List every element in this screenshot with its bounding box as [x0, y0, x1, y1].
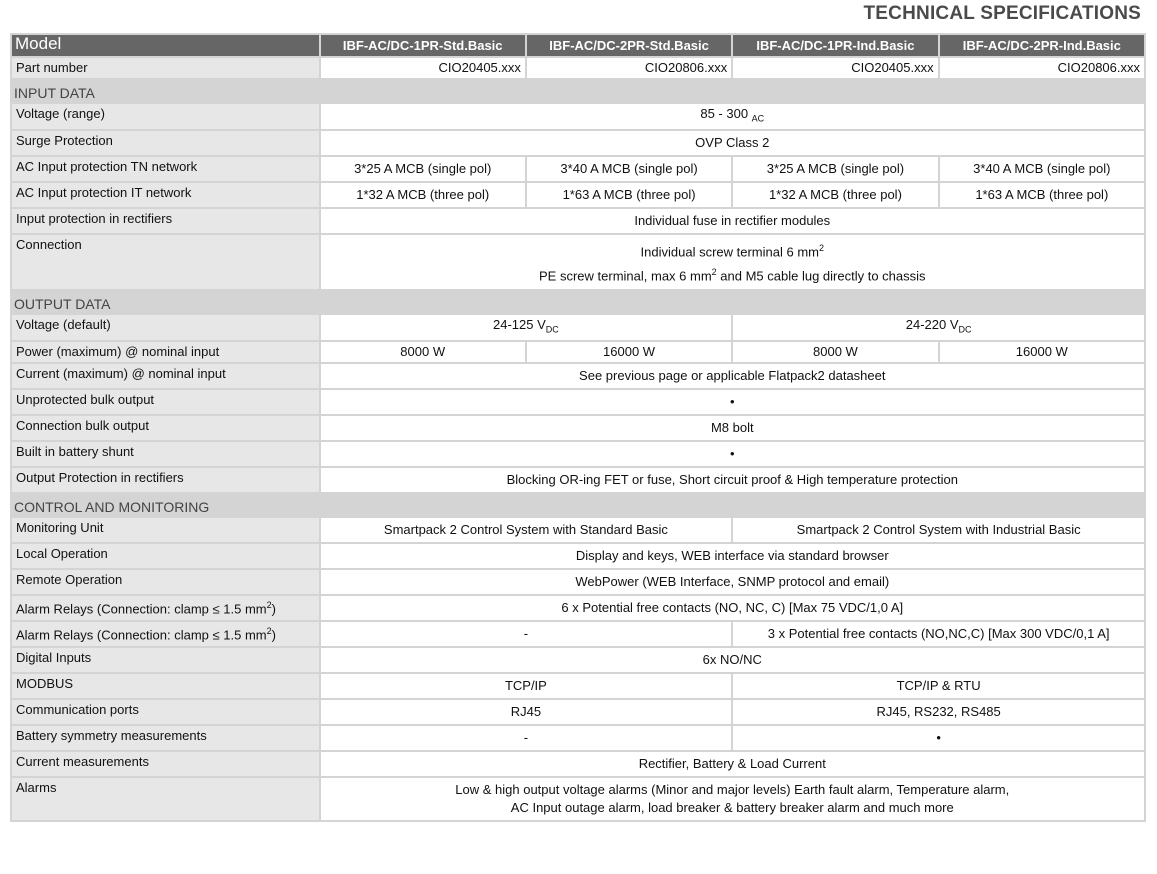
table-cell: -: [321, 622, 732, 646]
table-cell: 6 x Potential free contacts (NO, NC, C) [Max 75 VDC/1,0 A]: [321, 596, 1144, 620]
table-cell: 85 - 300 $_{AC}$: [321, 104, 1144, 129]
section-title: OUTPUT DATA: [12, 291, 1144, 313]
section-header-output: [12, 291, 1144, 313]
section-title: CONTROL AND MONITORING: [12, 494, 1144, 516]
table-cell: 3*25 A MCB (single pol): [733, 157, 937, 181]
model-2pr-ind: IBF-AC/DC-2PR-Ind.Basic: [940, 35, 1144, 56]
table-row: [12, 518, 1144, 542]
table-row: [12, 58, 1144, 78]
row-label: Input protection in rectifiers: [12, 209, 319, 233]
table-cell: Smartpack 2 Control System with Standard Basic: [321, 518, 732, 542]
table-row: [12, 648, 1144, 672]
table-cell: CIO20405.xxx: [321, 58, 525, 78]
model-2pr-std: IBF-AC/DC-2PR-Std.Basic: [527, 35, 731, 56]
table-row: [12, 104, 1144, 129]
table-row: [12, 778, 1144, 820]
row-label: Output Protection in rectifiers: [12, 468, 319, 492]
row-label: Current (maximum) @ nominal input: [12, 364, 319, 388]
table-cell: 1*32 A MCB (three pol): [321, 183, 525, 207]
table-row: [12, 183, 1144, 207]
table-cell: 1*63 A MCB (three pol): [940, 183, 1144, 207]
table-cell: Low & high output voltage alarms (Minor and major levels) Earth fault alarm, Temperature alarm, AC Input outage alarm, load breaker & battery breaker alarm and much more: [321, 778, 1144, 820]
table-cell: 1*63 A MCB (three pol): [527, 183, 731, 207]
row-label: Power (maximum) @ nominal input: [12, 342, 319, 362]
table-cell: 16000 W: [527, 342, 731, 362]
table-row: [12, 442, 1144, 466]
table-cell: CIO20806.xxx: [527, 58, 731, 78]
table-cell: Rectifier, Battery & Load Current: [321, 752, 1144, 776]
row-label: Surge Protection: [12, 131, 319, 155]
table-row: [12, 570, 1144, 594]
table-cell: See previous page or applicable Flatpack2 datasheet: [321, 364, 1144, 388]
table-cell: M8 bolt: [321, 416, 1144, 440]
row-label: Alarm Relays (Connection: clamp ≤ 1.5 $mm^2$): [12, 596, 319, 620]
row-label: Voltage (default): [12, 315, 319, 340]
row-label: Connection bulk output: [12, 416, 319, 440]
table-cell: CIO20806.xxx: [940, 58, 1144, 78]
table-cell: 3 x Potential free contacts (NO,NC,C) [Max 300 VDC/0,1 A]: [733, 622, 1144, 646]
table-row: [12, 674, 1144, 698]
model-header: Model: [12, 35, 319, 56]
table-cell: 8000 W: [321, 342, 525, 362]
table-row: [12, 342, 1144, 362]
page-title: TECHNICAL SPECIFICATIONS: [863, 3, 1141, 24]
table-cell: WebPower (WEB Interface, SNMP protocol and email): [321, 570, 1144, 594]
row-label: Battery symmetry measurements: [12, 726, 319, 750]
table-row: [12, 390, 1144, 414]
table-row: [12, 131, 1144, 155]
section-header-input: [12, 80, 1144, 102]
model-1pr-std: IBF-AC/DC-1PR-Std.Basic: [321, 35, 525, 56]
table-row: [12, 364, 1144, 388]
table-row: [12, 235, 1144, 290]
table-cell: CIO20405.xxx: [733, 58, 937, 78]
table-cell: 1*32 A MCB (three pol): [733, 183, 937, 207]
table-row: [12, 622, 1144, 646]
row-label: Remote Operation: [12, 570, 319, 594]
table-cell: 24-125 $V_{DC}$: [321, 315, 732, 340]
table-header-row: [12, 35, 1144, 56]
table-cell: Individual fuse in rectifier modules: [321, 209, 1144, 233]
table-cell: Blocking OR-ing FET or fuse, Short circuit proof & High temperature protection: [321, 468, 1144, 492]
table-cell: TCP/IP: [321, 674, 732, 698]
row-label: Current measurements: [12, 752, 319, 776]
table-cell: 3*40 A MCB (single pol): [940, 157, 1144, 181]
row-label: AC Input protection TN network: [12, 157, 319, 181]
table-cell: RJ45: [321, 700, 732, 724]
row-label: MODBUS: [12, 674, 319, 698]
table-row: [12, 700, 1144, 724]
bullet-mark: •: [321, 390, 1144, 414]
spec-table: [10, 33, 1146, 822]
table-cell: Display and keys, WEB interface via standard browser: [321, 544, 1144, 568]
row-label: Digital Inputs: [12, 648, 319, 672]
table-cell: Smartpack 2 Control System with Industrial Basic: [733, 518, 1144, 542]
row-label: Connection: [12, 235, 319, 290]
table-cell: 6x NO/NC: [321, 648, 1144, 672]
table-cell: -: [321, 726, 732, 750]
bullet-mark: •: [321, 442, 1144, 466]
row-label: Built in battery shunt: [12, 442, 319, 466]
table-cell: OVP Class 2: [321, 131, 1144, 155]
model-1pr-ind: IBF-AC/DC-1PR-Ind.Basic: [733, 35, 937, 56]
table-row: [12, 157, 1144, 181]
row-label: Local Operation: [12, 544, 319, 568]
table-row: [12, 544, 1144, 568]
section-title: INPUT DATA: [12, 80, 1144, 102]
row-label: Communication ports: [12, 700, 319, 724]
table-cell: TCP/IP & RTU: [733, 674, 1144, 698]
row-label: AC Input protection IT network: [12, 183, 319, 207]
table-row: [12, 752, 1144, 776]
row-label: Part number: [12, 58, 319, 78]
table-cell: 24-220 $V_{DC}$: [733, 315, 1144, 340]
table-row: [12, 726, 1144, 750]
table-cell: 16000 W: [940, 342, 1144, 362]
table-cell: 8000 W: [733, 342, 937, 362]
table-row: [12, 468, 1144, 492]
row-label: Unprotected bulk output: [12, 390, 319, 414]
table-row: [12, 596, 1144, 620]
row-label: Monitoring Unit: [12, 518, 319, 542]
row-label: Voltage (range): [12, 104, 319, 129]
table-cell: RJ45, RS232, RS485: [733, 700, 1144, 724]
table-cell: 3*25 A MCB (single pol): [321, 157, 525, 181]
table-row: [12, 209, 1144, 233]
row-label: Alarms: [12, 778, 319, 820]
table-cell: Individual screw terminal 6 $mm^2$ PE screw terminal, max 6 $mm^2$ and M5 cable lug directly to chassis: [321, 235, 1144, 290]
bullet-mark: •: [733, 726, 1144, 750]
table-row: [12, 315, 1144, 340]
table-cell: 3*40 A MCB (single pol): [527, 157, 731, 181]
row-label: Alarm Relays (Connection: clamp ≤ 1.5 $mm^2$): [12, 622, 319, 646]
table-row: [12, 416, 1144, 440]
section-header-control: [12, 494, 1144, 516]
